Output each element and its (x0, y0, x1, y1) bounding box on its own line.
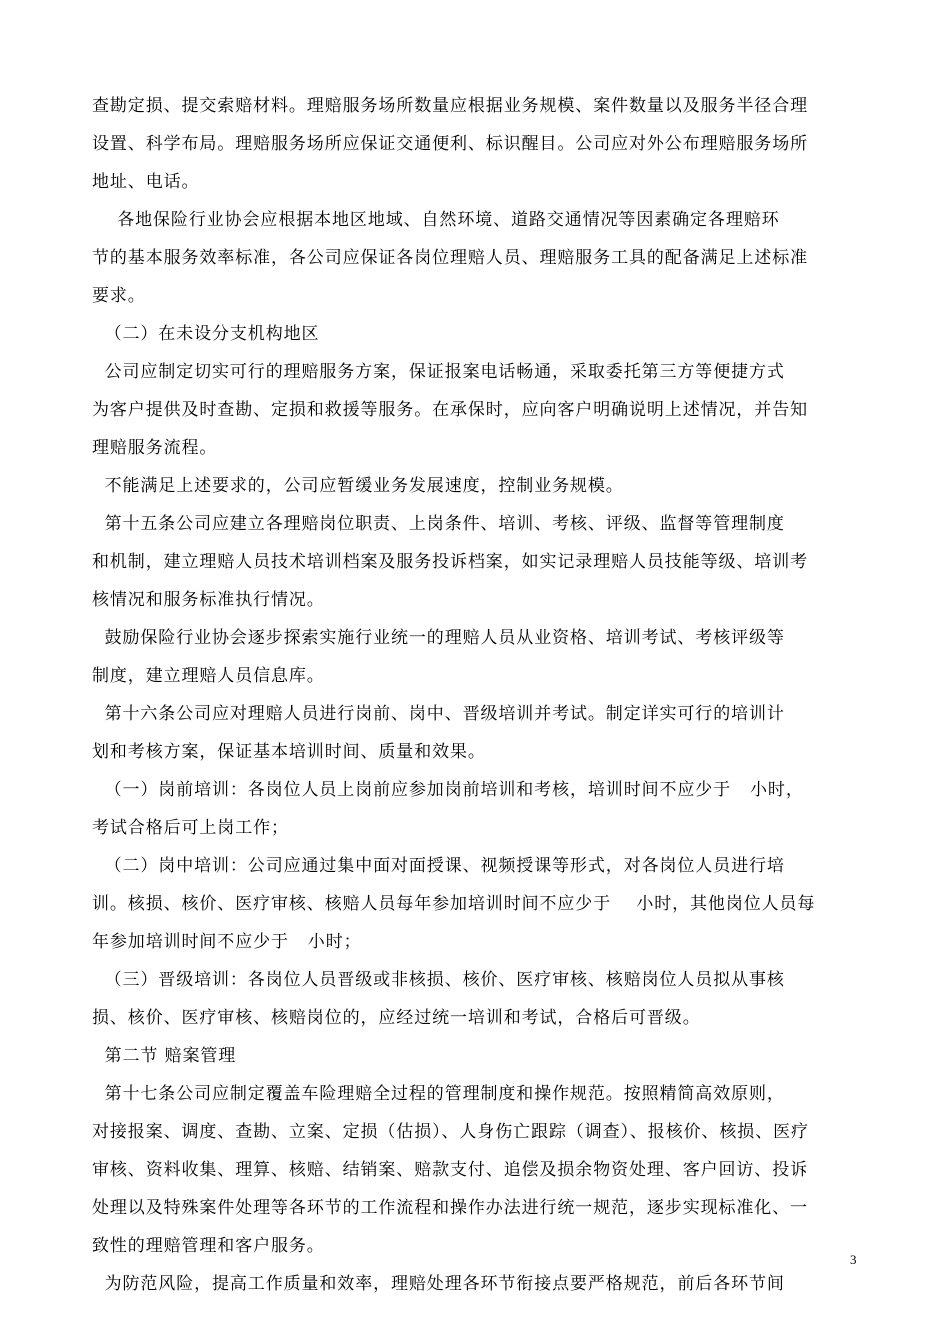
text-line: 对接报案、调度、查勘、立案、定损（估损）、人身伤亡跟踪（调查）、报核价、核损、医疗 (92, 1122, 809, 1142)
section-heading: （二）在未设分支机构地区 (92, 324, 320, 344)
text-line: 处理以及特殊案件处理等各环节的工作流程和操作办法进行统一规范，逐步实现标准化、一 (92, 1198, 808, 1218)
text-line: 第十七条公司应制定覆盖车险理赔全过程的管理制度和操作规范。按照精简高效原则， (92, 1084, 785, 1104)
text-line: 鼓励保险行业协会逐步探索实施行业统一的理赔人员从业资格、培训考试、考核评级等 (92, 628, 785, 648)
text-line: （一）岗前培训：各岗位人员上岗前应参加岗前培训和考核，培训时间不应少于 小时， (92, 780, 804, 800)
text-line: 划和考核方案，保证基本培训时间、质量和效果。 (92, 742, 486, 762)
text-line: 各地保险行业协会应根据本地区地域、自然环境、道路交通情况等因素确定各理赔环 (92, 210, 780, 230)
text-line: 节的基本服务效率标准，各公司应保证各岗位理赔人员、理赔服务工具的配备满足上述标准 (92, 248, 808, 268)
text-line: 为防范风险，提高工作质量和效率，理赔处理各环节衔接点要严格规范，前后各环节间 (92, 1274, 785, 1294)
text-line: 损、核价、医疗审核、核赔岗位的，应经过统一培训和考试，合格后可晋级。 (92, 1008, 701, 1028)
text-line: 考试合格后可上岗工作； (92, 818, 289, 838)
text-line: 地址、电话。 (92, 172, 200, 192)
text-line: 设置、科学布局。理赔服务场所应保证交通便利、标识醒目。公司应对外公布理赔服务场所 (92, 134, 808, 154)
text-line: 第十六条公司应对理赔人员进行岗前、岗中、晋级培训并考试。制定详实可行的培训计 (92, 704, 785, 724)
text-line: 训。核损、核价、医疗审核、核赔人员每年参加培训时间不应少于 小时，其他岗位人员每 (92, 894, 816, 914)
text-line: 为客户提供及时查勘、定损和救援等服务。在承保时，应向客户明确说明上述情况，并告知 (92, 400, 808, 420)
page-number: 3 (850, 1252, 857, 1267)
text-line: 查勘定损、提交索赔材料。理赔服务场所数量应根据业务规模、案件数量以及服务半径合理 (92, 96, 808, 116)
text-line: （三）晋级培训：各岗位人员晋级或非核损、核价、医疗审核、核赔岗位人员拟从事核 (92, 970, 785, 990)
text-line: 致性的理赔管理和客户服务。 (92, 1236, 325, 1256)
text-line: 公司应制定切实可行的理赔服务方案，保证报案电话畅通，采取委托第三方等便捷方式 (92, 362, 785, 382)
text-line: 审核、资料收集、理算、核赔、结销案、赔款支付、追偿及损余物资处理、客户回访、投诉 (92, 1160, 808, 1180)
text-line: 理赔服务流程。 (92, 438, 218, 458)
text-line: 年参加培训时间不应少于 小时； (92, 932, 362, 952)
text-line: （二）岗中培训：公司应通过集中面对面授课、视频授课等形式，对各岗位人员进行培 (92, 856, 785, 876)
section-heading: 第二节 赔案管理 (92, 1046, 237, 1066)
text-line: 和机制，建立理赔人员技术培训档案及服务投诉档案，如实记录理赔人员技能等级、培训考 (92, 552, 808, 572)
text-line: 核情况和服务标准执行情况。 (92, 590, 325, 610)
text-line: 第十五条公司应建立各理赔岗位职责、上岗条件、培训、考核、评级、监督等管理制度 (92, 514, 785, 534)
text-line: 不能满足上述要求的，公司应暂缓业务发展速度，控制业务规模。 (92, 476, 624, 496)
text-line: 制度，建立理赔人员信息库。 (92, 666, 325, 686)
text-line: 要求。 (92, 286, 146, 306)
